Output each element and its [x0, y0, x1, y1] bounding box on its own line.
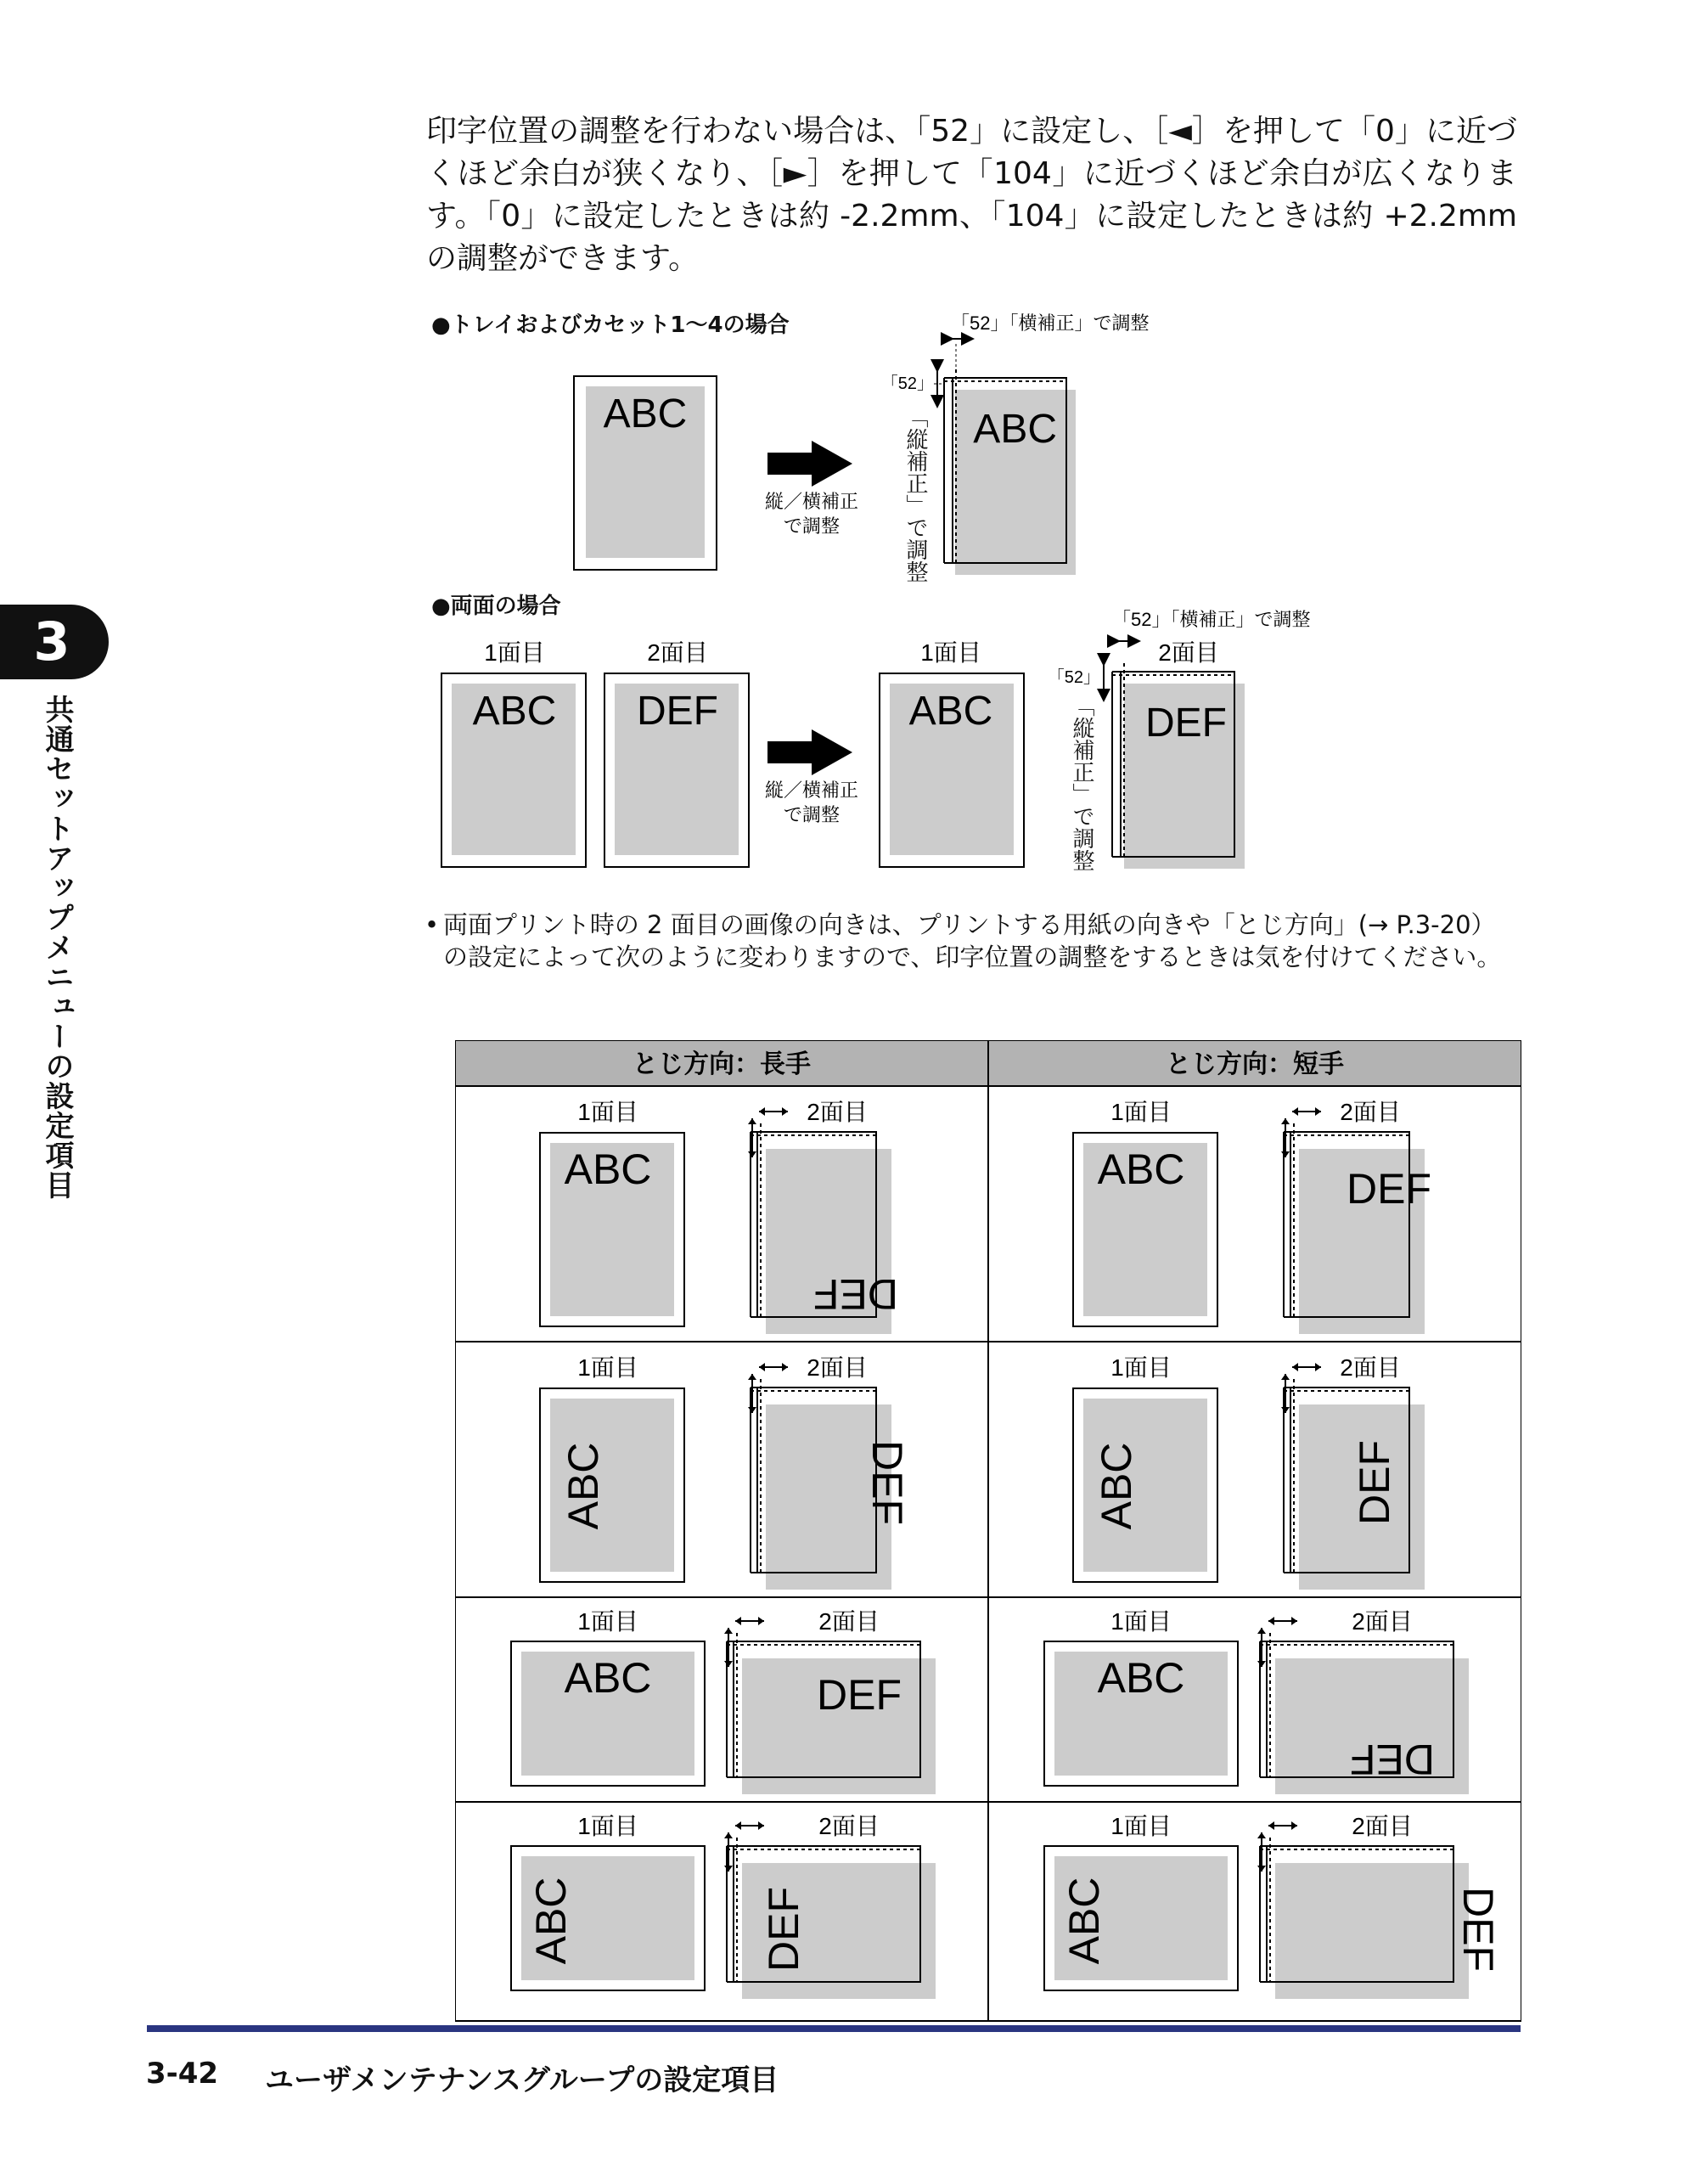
- side1-text: ABC: [1060, 1877, 1108, 1965]
- side2-text: DEF: [1351, 1440, 1398, 1525]
- bullet: •: [424, 910, 440, 939]
- orientation-table: [455, 1040, 1521, 2025]
- side1-label: 1面目: [1110, 1813, 1172, 1839]
- side2-text: DEF: [863, 1440, 911, 1525]
- col-header-short: とじ方向：短手: [1166, 1050, 1344, 1078]
- side2-text: DEF: [760, 1887, 807, 1972]
- section-title-duplex: ●両面の場合: [431, 594, 561, 619]
- footer-rule: [147, 2025, 1521, 2032]
- note-text: 両面プリント時の 2 面目の画像の向きは、プリントする用紙の向きや「とじ方向」(→ P.3-20）の設定によって次のように変わりますので、印字位置の調整をするときは気を付けてください。: [443, 910, 1502, 971]
- side2-label: 2面目: [1352, 1608, 1413, 1635]
- page-abc: ABC: [472, 689, 557, 734]
- chapter-title: 共通セットアップメニューの設定項目: [40, 695, 74, 1200]
- side1-label: 1面目: [1110, 1099, 1172, 1125]
- result-side2-label: 2面目: [1158, 639, 1219, 666]
- before-page: [574, 376, 717, 570]
- arrow-label-2: で調整: [783, 515, 841, 537]
- side1-text: ABC: [564, 1145, 652, 1193]
- side1-label: 1面目: [1110, 1608, 1172, 1635]
- side1-label: 1面目: [577, 1354, 638, 1381]
- page-def: DEF: [637, 689, 718, 734]
- result-side1-label: 1面目: [920, 639, 981, 666]
- arrow-label-2: で調整: [783, 804, 841, 825]
- side1-label: 1面目: [577, 1608, 638, 1635]
- side2-label: 2面目: [1340, 1354, 1401, 1381]
- side1-label: 1面目: [484, 639, 545, 666]
- side2-label: 2面目: [1340, 1099, 1401, 1125]
- v-label: 「52」: [880, 374, 934, 393]
- duplex-note: [424, 909, 1520, 973]
- side2-text: DEF: [1347, 1165, 1431, 1213]
- side2-label: 2面目: [1352, 1813, 1413, 1839]
- side2-text: DEF: [813, 1270, 898, 1318]
- tray-diagram: [560, 301, 1172, 582]
- chapter-tab: 3: [0, 605, 109, 679]
- side1-text: ABC: [1097, 1145, 1185, 1193]
- side1-label: 1面目: [1110, 1354, 1172, 1381]
- side2-label: 2面目: [647, 639, 708, 666]
- arrow-label-1: 縦／横補正: [764, 491, 859, 512]
- after-page-text: ABC: [973, 407, 1057, 452]
- arrow-icon: [767, 441, 852, 487]
- v-adjust-label-duplex: 「縦補正」で調整: [1069, 695, 1094, 871]
- before-page-text: ABC: [603, 391, 688, 436]
- footer-title: ユーザメンテナンスグループの設定項目: [265, 2063, 779, 2097]
- h-adjust-label: 「52」「横補正」で調整: [1112, 609, 1311, 630]
- intro-paragraph: 印字位置の調整を行わない場合は、「52」に設定し、［◄］を押して「0」に近づくほど余白が狭くなり、［►］を押して「104」に近づくほど余白が広くなります。「0」に設定したときは約 -2.2mm、「104」に設定したときは約 +2.2mm の調整ができます。: [426, 114, 1517, 276]
- side2-label: 2面目: [818, 1813, 880, 1839]
- arrow-label-1: 縦／横補正: [764, 780, 859, 801]
- side1-label: 1面目: [577, 1099, 638, 1125]
- side2-text: DEF: [817, 1671, 902, 1719]
- col-header-long: とじ方向：長手: [633, 1050, 811, 1078]
- duplex-diagram: [424, 599, 1358, 879]
- side2-text: DEF: [1454, 1887, 1502, 1972]
- h-adjust-label: 「52」「横補正」で調整: [951, 312, 1150, 334]
- arrow-icon: [812, 729, 852, 775]
- page-number: 3-42: [146, 2057, 219, 2091]
- after-page: [944, 369, 1076, 575]
- side1-text: ABC: [1093, 1442, 1140, 1530]
- side2-label: 2面目: [807, 1354, 868, 1381]
- side1-text: ABC: [1097, 1654, 1185, 1702]
- side1-label: 1面目: [577, 1813, 638, 1839]
- side1-text: ABC: [527, 1877, 575, 1965]
- side2-label: 2面目: [818, 1608, 880, 1635]
- side1-text: ABC: [564, 1654, 652, 1702]
- v-label: 「52」: [1047, 668, 1100, 687]
- side2-text: DEF: [1350, 1736, 1435, 1783]
- v-adjust-label: 「縦補正」で調整: [902, 406, 928, 583]
- side1-text: ABC: [559, 1442, 607, 1530]
- side2-label: 2面目: [807, 1099, 868, 1125]
- section-title-tray: ●トレイおよびカセット1～4の場合: [431, 312, 790, 338]
- result-page-def: DEF: [1145, 701, 1227, 746]
- result-page-abc: ABC: [908, 689, 993, 734]
